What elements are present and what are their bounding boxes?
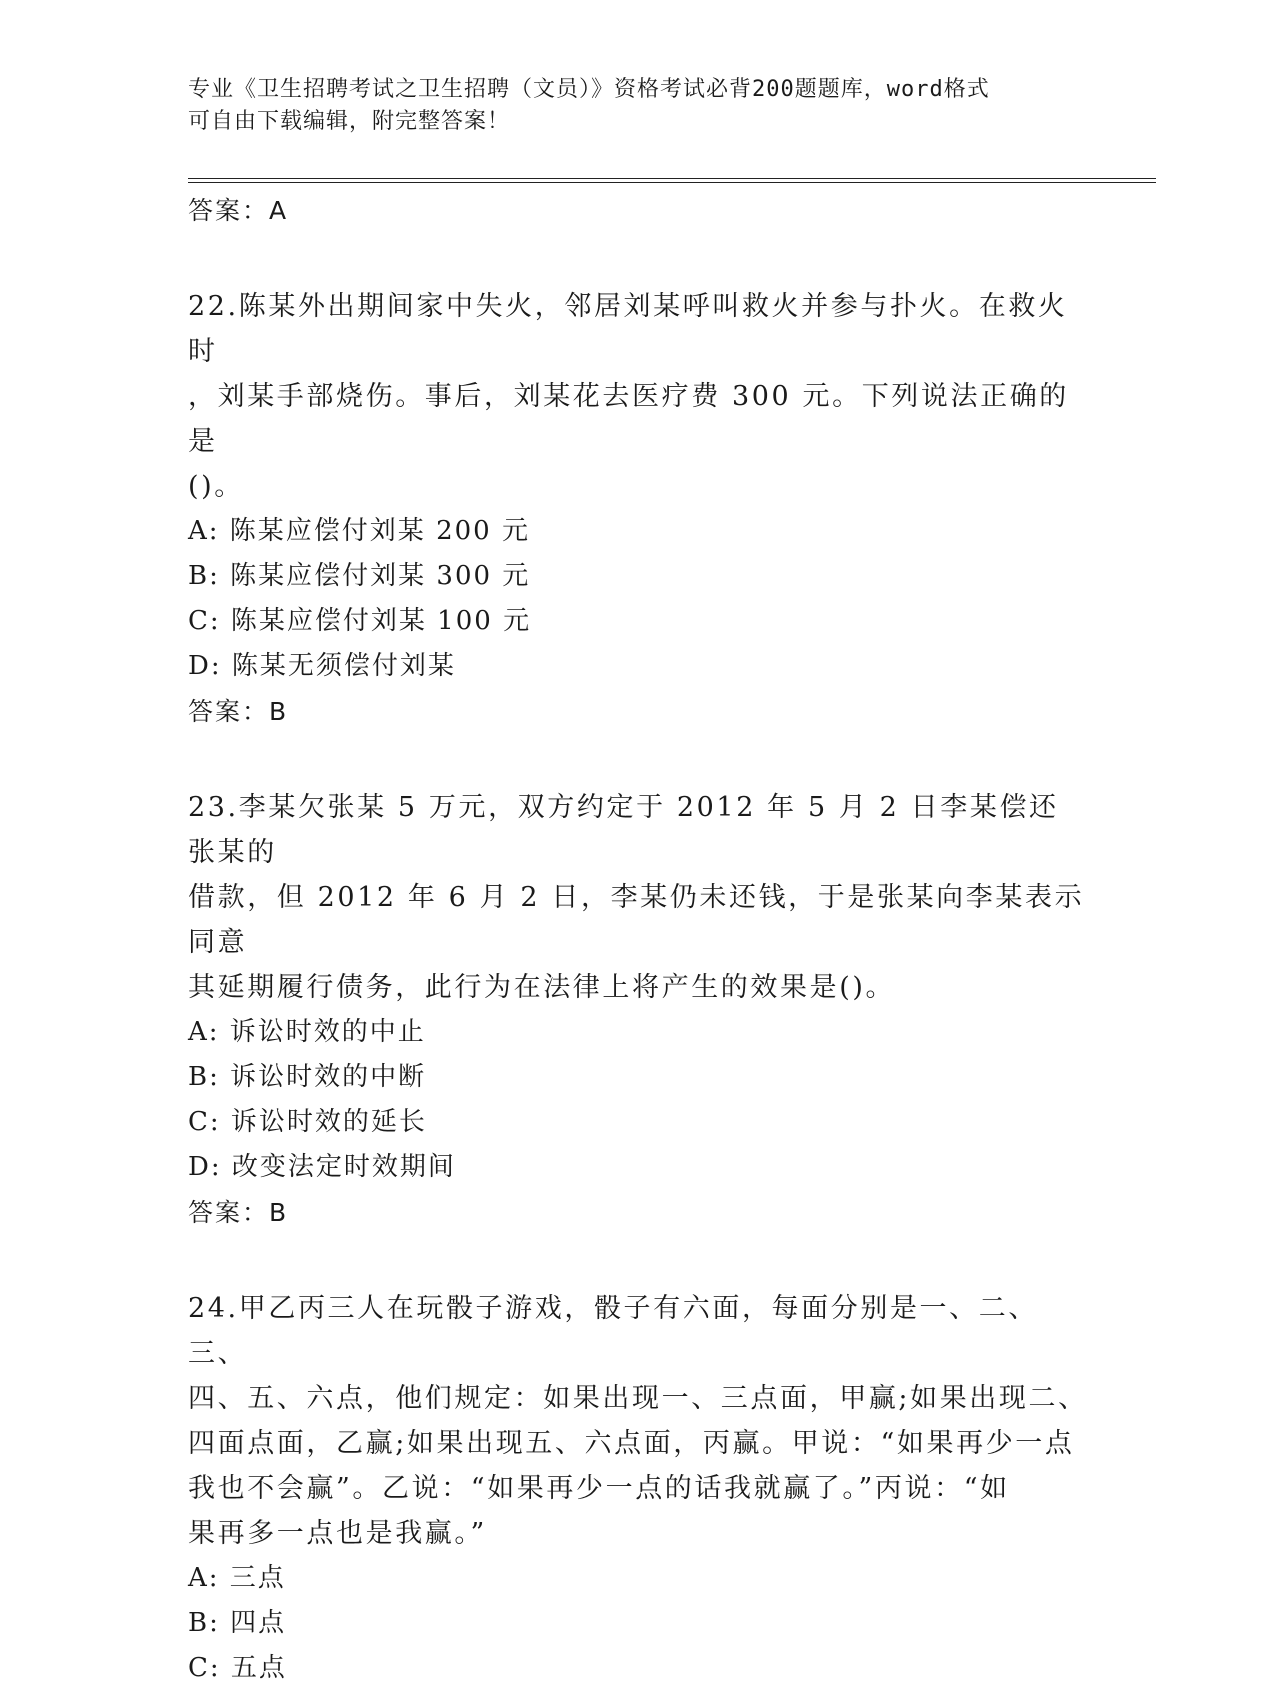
- question-text-line: 果再多一点也是我赢。”: [188, 1518, 487, 1549]
- header-rule-bottom: [188, 182, 1156, 183]
- option-b: B: 四点: [188, 1608, 287, 1638]
- question-text-line: 四、五、六点，他们规定：如果出现一、三点面，甲赢;如果出现二、: [188, 1383, 1088, 1414]
- option-c: C: 陈某应偿付刘某 100 元: [188, 606, 532, 636]
- page-header: [188, 74, 1088, 138]
- option-a: A: 诉讼时效的中止: [188, 1017, 426, 1047]
- answer: 答案：B: [188, 697, 289, 726]
- question-24: [188, 1286, 1088, 1691]
- question-text-line: 23.李某欠张某 5 万元，双方约定于 2012 年 5 月 2 日李某偿还张某的: [188, 792, 1059, 868]
- previous-answer: 答案：A: [188, 196, 289, 225]
- option-c: C: 五点: [188, 1653, 287, 1683]
- header-rule-top: [188, 178, 1156, 179]
- question-text-line: 22.陈某外出期间家中失火，邻居刘某呼叫救火并参与扑火。在救火时: [188, 291, 1068, 367]
- option-d: D: 陈某无须偿付刘某: [188, 651, 456, 681]
- document-body: [188, 188, 1088, 1691]
- question-text-line: ()。: [188, 471, 244, 502]
- question-text-line: 借款，但 2012 年 6 月 2 日，李某仍未还钱，于是张某向李某表示同意: [188, 882, 1085, 958]
- option-b: B: 陈某应偿付刘某 300 元: [188, 561, 531, 591]
- option-c: C: 诉讼时效的延长: [188, 1107, 427, 1137]
- option-b: B: 诉讼时效的中断: [188, 1062, 427, 1092]
- header-line-1: 专业《卫生招聘考试之卫生招聘（文员）》资格考试必背200题题库，word格式: [188, 77, 990, 102]
- option-d: D: 改变法定时效期间: [188, 1152, 456, 1182]
- question-text-line: 其延期履行债务，此行为在法律上将产生的效果是()。: [188, 972, 896, 1003]
- question-23: [188, 785, 1088, 1236]
- answer: 答案：B: [188, 1198, 289, 1227]
- question-text-line: 我也不会赢”。乙说：“如果再少一点的话我就赢了。”丙说：“如: [188, 1473, 1010, 1504]
- option-a: A: 陈某应偿付刘某 200 元: [188, 516, 530, 546]
- header-line-2: 可自由下载编辑，附完整答案！: [188, 109, 511, 134]
- option-a: A: 三点: [188, 1563, 286, 1593]
- question-22: [188, 284, 1088, 735]
- question-text-line: 四面点面，乙赢;如果出现五、六点面，丙赢。甲说：“如果再少一点: [188, 1428, 1075, 1459]
- question-text-line: ，刘某手部烧伤。事后，刘某花去医疗费 300 元。下列说法正确的是: [188, 381, 1069, 457]
- question-text-line: 24.甲乙丙三人在玩骰子游戏，骰子有六面，每面分别是一、二、三、: [188, 1293, 1038, 1369]
